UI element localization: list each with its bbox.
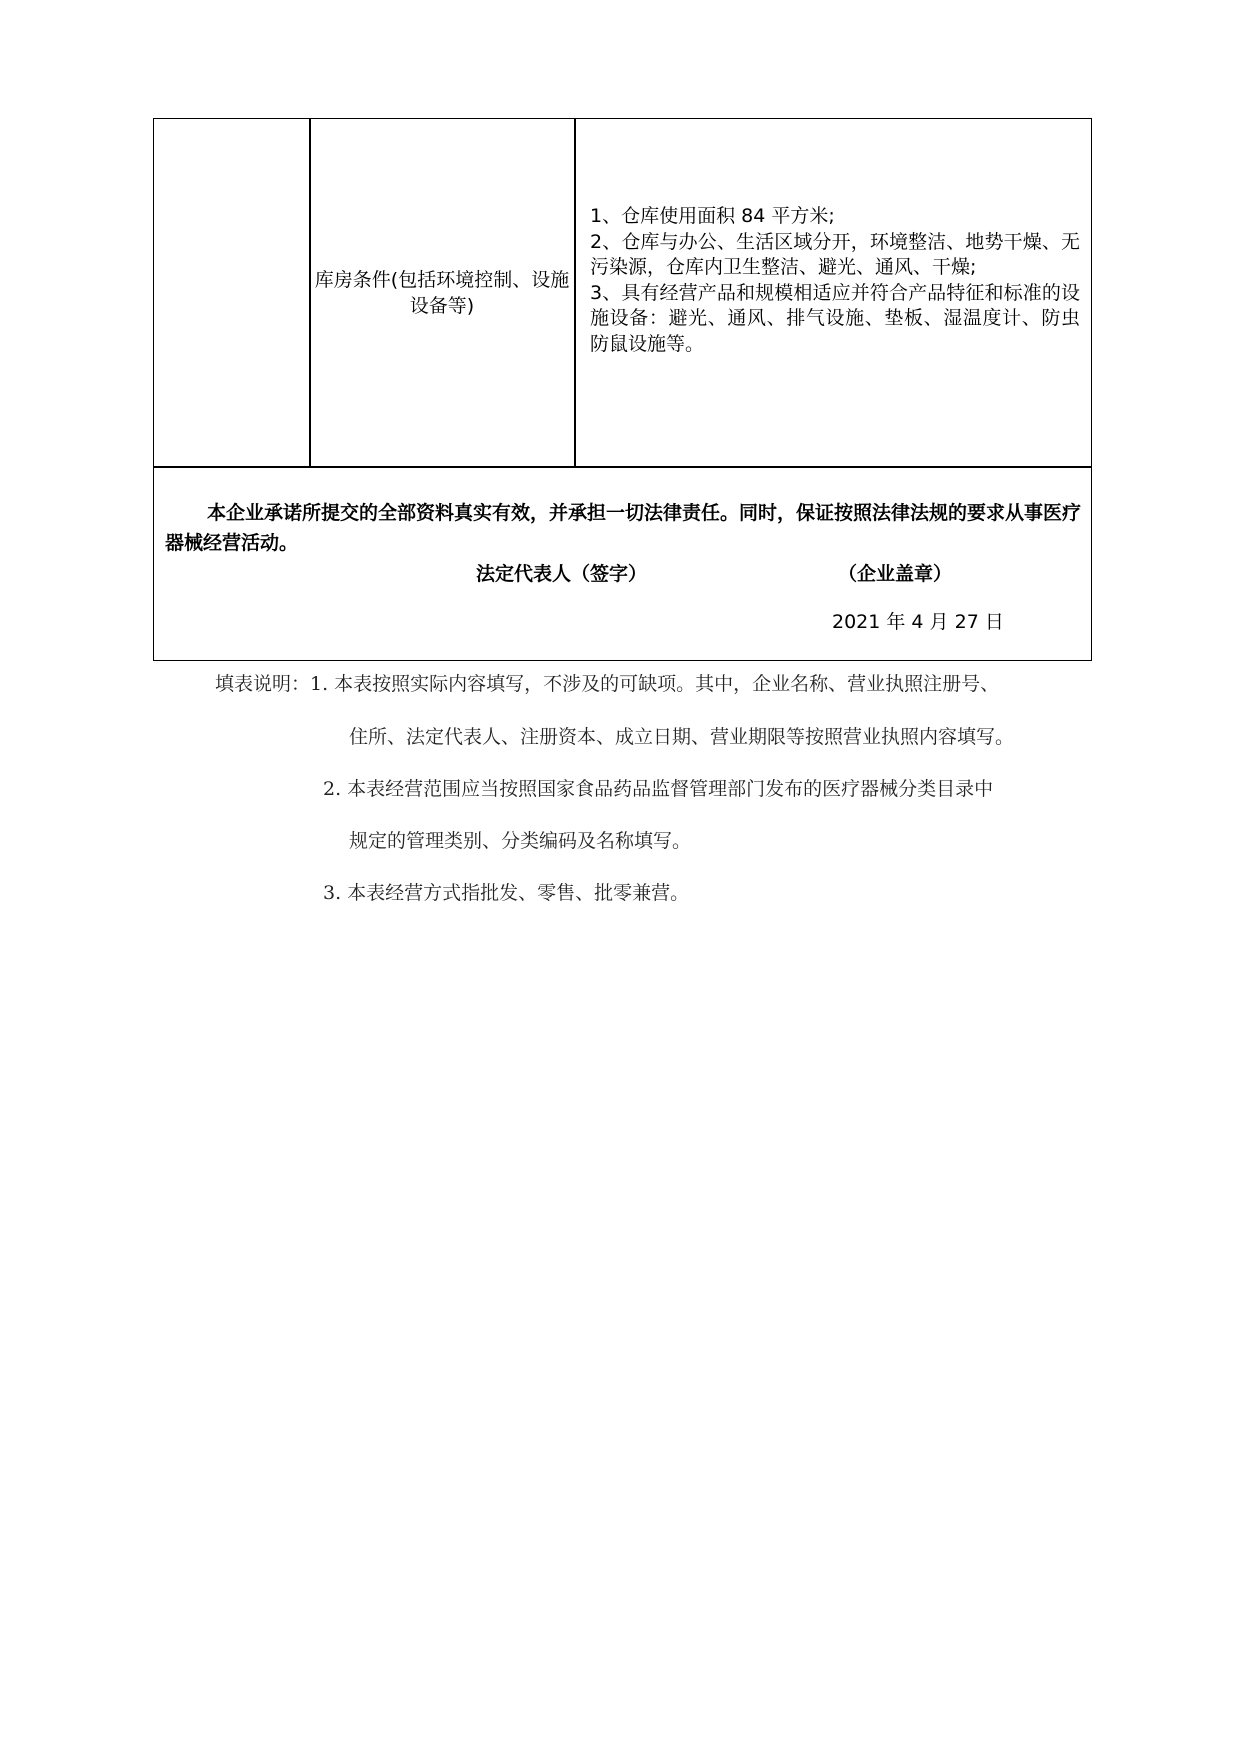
condition-item-3: 3、具有经营产品和规模相适应并符合产品特征和标准的设施设备：避光、通风、排气设施、垫板、湿温度计、防虫防鼠设施等。 [590, 281, 1080, 355]
pledge-statement [165, 498, 1085, 558]
note-line-1: 填表说明：1. 本表按照实际内容填写，不涉及的可缺项。其中，企业名称、营业执照注册号、 [215, 673, 1000, 695]
condition-item-2: 2、仓库与办公、生活区域分开，环境整洁、地势干燥、无污染源，仓库内卫生整洁、避光、通风、干燥; [590, 230, 1080, 278]
warehouse-conditions-label: 库房条件(包括环境控制、设施设备等) [314, 268, 570, 317]
warehouse-conditions-label-cell [311, 118, 573, 467]
company-seal-label: （企业盖章） [838, 563, 953, 585]
signature-date: 2021 年 4 月 27 日 [832, 611, 1004, 633]
note-line-2: 住所、法定代表人、注册资本、成立日期、营业期限等按照营业执照内容填写。 [349, 726, 1015, 748]
note-line-4: 规定的管理类别、分类编码及名称填写。 [349, 830, 692, 852]
table-divider-col2 [574, 118, 576, 467]
note-line-3: 2. 本表经营范围应当按照国家食品药品监督管理部门发布的医疗器械分类目录中 [323, 778, 994, 800]
pledge-text: 本企业承诺所提交的全部资料真实有效，并承担一切法律责任。同时，保证按照法律法规的要求从事医疗器械经营活动。 [165, 502, 1082, 554]
table-divider-row [153, 466, 1092, 468]
warehouse-conditions-content [590, 204, 1080, 357]
legal-rep-signature-label: 法定代表人（签字） [476, 563, 648, 585]
note-line-5: 3. 本表经营方式指批发、零售、批零兼营。 [323, 882, 690, 904]
condition-item-1: 1、仓库使用面积 84 平方米; [590, 205, 835, 227]
